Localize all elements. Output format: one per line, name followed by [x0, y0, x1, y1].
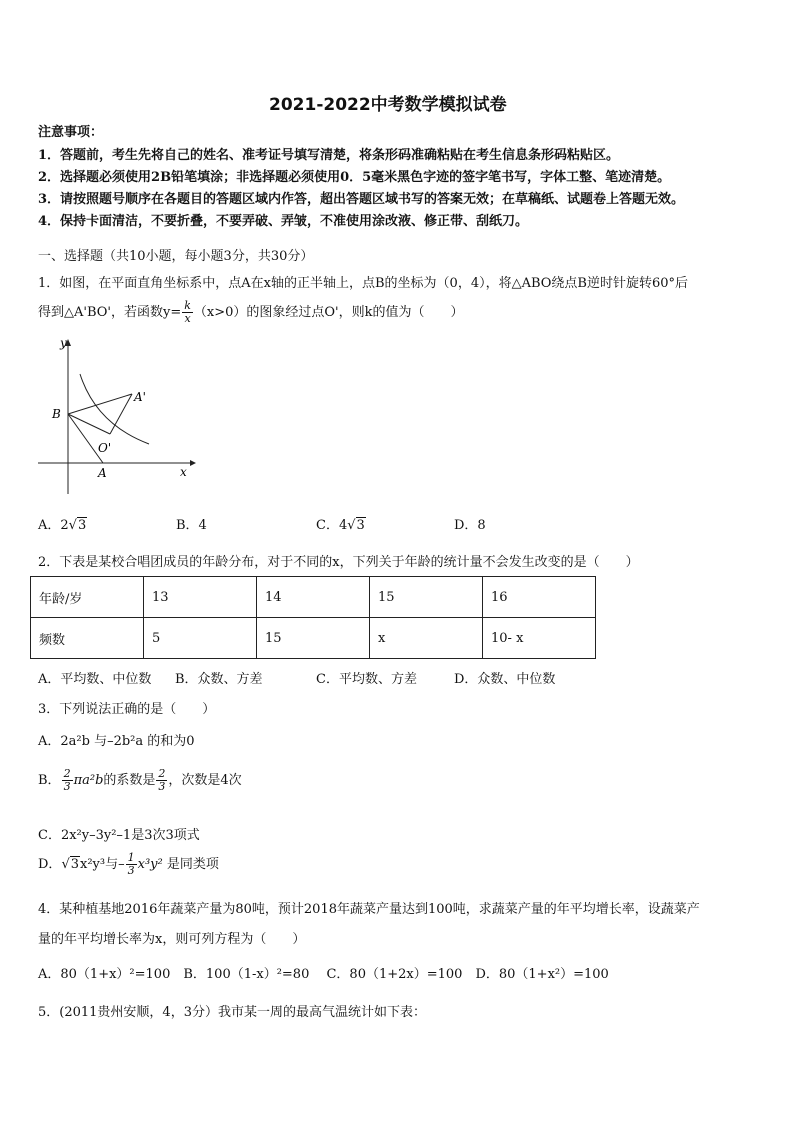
hyperbola-curve [80, 374, 149, 444]
table-cell: 15 [257, 618, 370, 659]
table-cell: 13 [144, 577, 257, 618]
x-axis-arrow-icon [190, 460, 196, 466]
table-cell: 5 [144, 618, 257, 659]
q2-option-c: C．平均数、方差 [316, 672, 417, 687]
y-axis-label: y [60, 336, 67, 350]
notice-item: 2．选择题必须使用2B铅笔填涂；非选择题必须使用0．5毫米黑色字迹的签字笔书写，字体工整、笔迹清楚。 [38, 170, 671, 185]
section-heading: 一、选择题（共10小题，每小题3分，共30分） [38, 249, 314, 264]
table-row [31, 577, 596, 618]
q1-fraction [182, 300, 193, 325]
q1-frac-num: k [184, 299, 191, 312]
table-cell: 14 [257, 577, 370, 618]
q4-options: A．80（1+x）²=100 B．100（1-x）²=80 C．80（1+2x）=100 D．80（1+x²）=100 [38, 967, 609, 982]
question-3-text: 3．下列说法正确的是（ ） [38, 702, 216, 717]
table-cell: 年龄/岁 [31, 577, 144, 618]
notice-heading: 注意事项： [38, 125, 104, 140]
point-B-label: B [52, 407, 61, 421]
question-2-text: 2．下表是某校合唱团成员的年龄分布，对于不同的x，下列关于年龄的统计量不会发生改变的是（ ） [38, 555, 639, 570]
point-A-prime-label: A' [134, 390, 146, 404]
point-A-label: A [98, 466, 107, 480]
q1-option-d: D．8 [454, 518, 486, 533]
q3-option-b: B． $\frac{2}{3}$ πa²b的系数是 $\frac{2}{3}$ ，次数是4次 [38, 767, 242, 793]
q3-option-d: D．√3x²y³与– $\frac{1}{3}$ x³y² 是同类项 [38, 851, 219, 877]
table-row [31, 618, 596, 659]
page-title: 2021-2022中考数学模拟试卷 [269, 95, 507, 115]
notice-item: 1．答题前，考生先将自己的姓名、准考证号填写清楚，将条形码准确粘贴在考生信息条形码粘贴区。 [38, 148, 620, 163]
question-1-line2 [38, 300, 464, 325]
table-cell: x [370, 618, 483, 659]
q2-option-a: A．平均数、中位数 [38, 672, 152, 687]
q1-option-b: B．4 [176, 518, 207, 533]
question-4-line1: 4．某种植基地2016年蔬菜产量为80吨，预计2018年蔬菜产量达到100吨，求蔬菜产量的年平均增长率，设蔬菜产 [38, 902, 700, 917]
q3-option-a: A．2a²b 与–2b²a 的和为0 [38, 734, 195, 749]
q1-frac-den: x [184, 312, 191, 325]
notice-item: 3．请按照题号顺序在各题目的答题区域内作答，超出答题区域书写的答案无效；在草稿纸、试题卷上答题无效。 [38, 192, 685, 207]
age-distribution-table [30, 576, 596, 659]
notice-item: 4．保持卡面清洁，不要折叠，不要弄破、弄皱，不准使用涂改液、修正带、刮纸刀。 [38, 214, 529, 229]
point-O-prime-label: O' [98, 441, 112, 455]
segment-BO-prime [68, 414, 110, 434]
table-cell: 15 [370, 577, 483, 618]
table-cell: 10- x [483, 618, 596, 659]
question-4-line2: 量的年平均增长率为x，则可列方程为（ ） [38, 932, 306, 947]
question-5-text: 5．(2011贵州安顺，4，3分）我市某一周的最高气温统计如下表： [38, 1005, 426, 1020]
q1-text-b: （x>0）的图象经过点O'，则k的值为（ ） [193, 305, 464, 320]
segment-BA [68, 414, 103, 463]
table-cell: 16 [483, 577, 596, 618]
table-cell: 频数 [31, 618, 144, 659]
q1-coordinate-figure [34, 334, 204, 499]
q2-option-d: D．众数、中位数 [454, 672, 556, 687]
q1-option-c: C．4√3 [316, 518, 365, 533]
q1-text-a: 得到△A'BO'，若函数y= [38, 305, 182, 320]
question-1-line1: 1．如图，在平面直角坐标系中，点A在x轴的正半轴上，点B的坐标为（0，4），将△ABO绕点B逆时针旋转60°后 [38, 276, 689, 291]
q1-option-a: A．2√3 [38, 518, 87, 533]
x-axis-label: x [180, 465, 187, 479]
q2-option-b: B．众数、方差 [175, 672, 263, 687]
q3-option-c: C．2x²y–3y²–1是3次3项式 [38, 828, 200, 843]
